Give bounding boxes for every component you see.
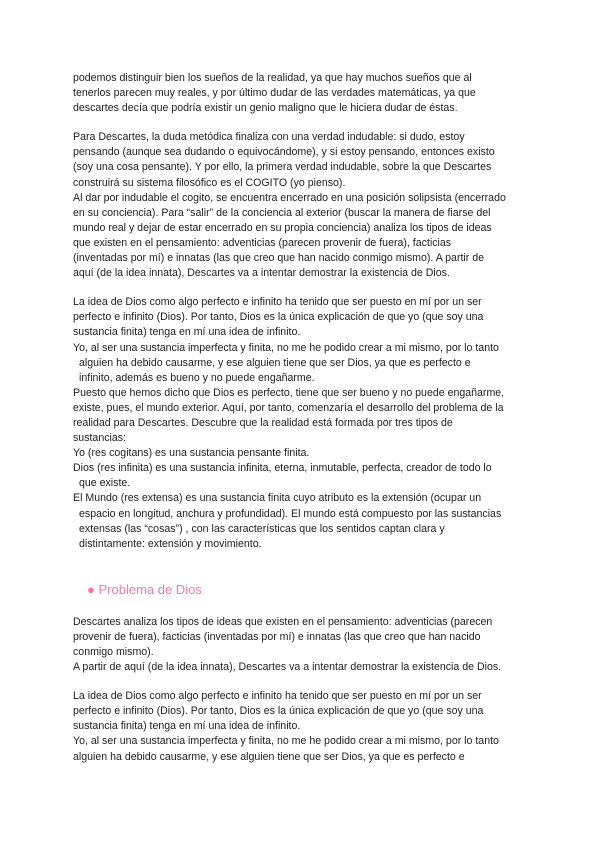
text-line: conmigo mismo). <box>73 646 154 658</box>
text-line: A partir de aquí (de la idea innata), Descartes va a intentar demostrar la existencia de Dios. <box>73 661 502 674</box>
text-line: (soy una cosa pensante). Y por ello, la primera verdad indudable, sobre la que Descartes <box>73 161 492 174</box>
text-line: mundo real y dejar de estar encerrado en su propia conciencia) analiza los tipos de ideas <box>73 221 492 234</box>
text-line: La idea de Dios como algo perfecto e infinito ha tenido que ser puesto en mí por un ser <box>73 690 482 703</box>
text-line: La idea de Dios como algo perfecto e infinito ha tenido que ser puesto en mí por un ser <box>73 296 482 309</box>
text-line: podemos distinguir bien los sueños de la realidad, ya que hay muchos sueños que al <box>73 72 472 84</box>
paragraph-dudas <box>73 71 525 116</box>
text-line: que existe. <box>79 477 131 490</box>
text-line: pensando (aunque sea dudando o equivocándome), y si estoy pensando, entonces existo <box>73 146 495 159</box>
text-line: extensas (las “cosas”) , con las características que los sentidos captan clara y <box>79 522 445 535</box>
text-line: sustancias: <box>73 432 126 445</box>
text-line: sustancia finita) tenga en mí una idea de infinito. <box>73 326 301 339</box>
text-line: sustancia finita) tenga en mí una idea de infinito. <box>73 720 301 733</box>
text-line: Yo, al ser una sustancia imperfecta y finita, no me he podido crear a mi mismo, por lo tanto <box>73 735 499 748</box>
text-line: provenir de fuera), facticias (inventadas por mí) e innatas (las que creo que han nacido <box>73 630 481 643</box>
text-line: Al dar por indudable el cogito, se encuentra encerrado en una posición solipsista (encerrado <box>73 191 506 204</box>
text-line: (inventadas por mí) e innatas (las que creo que han nacido conmigo mismo). A partir de <box>73 252 485 265</box>
section-heading <box>87 582 525 598</box>
text-line: espacio en longitud, anchura y profundidad). El mundo está compuesto por las sustancias <box>79 507 502 520</box>
paragraph-cogito <box>73 130 525 281</box>
section-heading-text: Problema de Dios <box>98 581 202 597</box>
text-line: existe, pues, el mundo exterior. Aquí, por tanto, comenzaría el desarrollo del problema de la <box>73 401 504 414</box>
text-line: aquí (de la idea innata), Descartes va a intentar demostrar la existencia de Dios. <box>73 267 450 280</box>
text-line: Puesto que hemos dicho que Dios es perfecto, tiene que ser bueno y no puede engañarme, <box>73 386 505 399</box>
text-line: construirá su sistema filosófico es el COGITO (yo pienso). <box>73 176 346 189</box>
text-line: tenerlos parecen muy reales, y por último dudar de las verdades matemáticas, ya que <box>73 87 476 100</box>
text-line: distintamente: extensión y movimiento. <box>79 537 262 550</box>
text-line: Yo (res cogitans) es una sustancia pensante finita. <box>73 447 310 460</box>
paragraph-idea-dios <box>73 689 525 764</box>
text-line: infinito, además es bueno y no puede engañarme. <box>79 371 315 384</box>
document-page <box>73 71 525 765</box>
text-line: perfecto e infinito (Dios). Por tanto, Dios es la única explicación de que yo (que soy una <box>73 311 484 324</box>
text-line: Descartes analiza los tipos de ideas que existen en el pensamiento: adventicias (parecen <box>73 615 493 628</box>
paragraph-dios-sustancias <box>73 295 525 552</box>
text-line: que existen en el pensamiento: adventicias (parecen provenir de fuera), facticias <box>73 236 452 249</box>
bullet-icon: ● <box>87 581 95 597</box>
text-line: perfecto e infinito (Dios). Por tanto, Dios es la única explicación de que yo (que soy una <box>73 705 484 718</box>
text-line: Yo, al ser una sustancia imperfecta y finita, no me he podido crear a mi mismo, por lo tanto <box>73 341 499 354</box>
text-line: en su conciencia). Para “salir” de la conciencia al exterior (buscar la manera de fiarse del <box>73 206 491 219</box>
text-line: realidad para Descartes. Descubre que la realidad está formada por tres tipos de <box>73 416 453 429</box>
text-line: descartes decía que podría existir un genio maligno que le hiciera dudar de éstas. <box>73 102 458 115</box>
text-line: El Mundo (res extensa) es una sustancia finita cuyo atributo es la extensión (ocupar un <box>73 492 482 505</box>
text-line: alguien ha debido causarme, y ese alguien tiene que ser Dios, ya que es perfecto e <box>79 356 471 369</box>
text-line: alguien ha debido causarme, y ese alguien tiene que ser Dios, ya que es perfecto e <box>73 750 465 763</box>
paragraph-tipos-ideas <box>73 615 525 675</box>
text-line: Dios (res infinita) es una sustancia infinita, eterna, inmutable, perfecta, creador de todo lo <box>73 462 492 475</box>
text-line: Para Descartes, la duda metódica finaliza con una verdad indudable: si dudo, estoy <box>73 131 465 144</box>
